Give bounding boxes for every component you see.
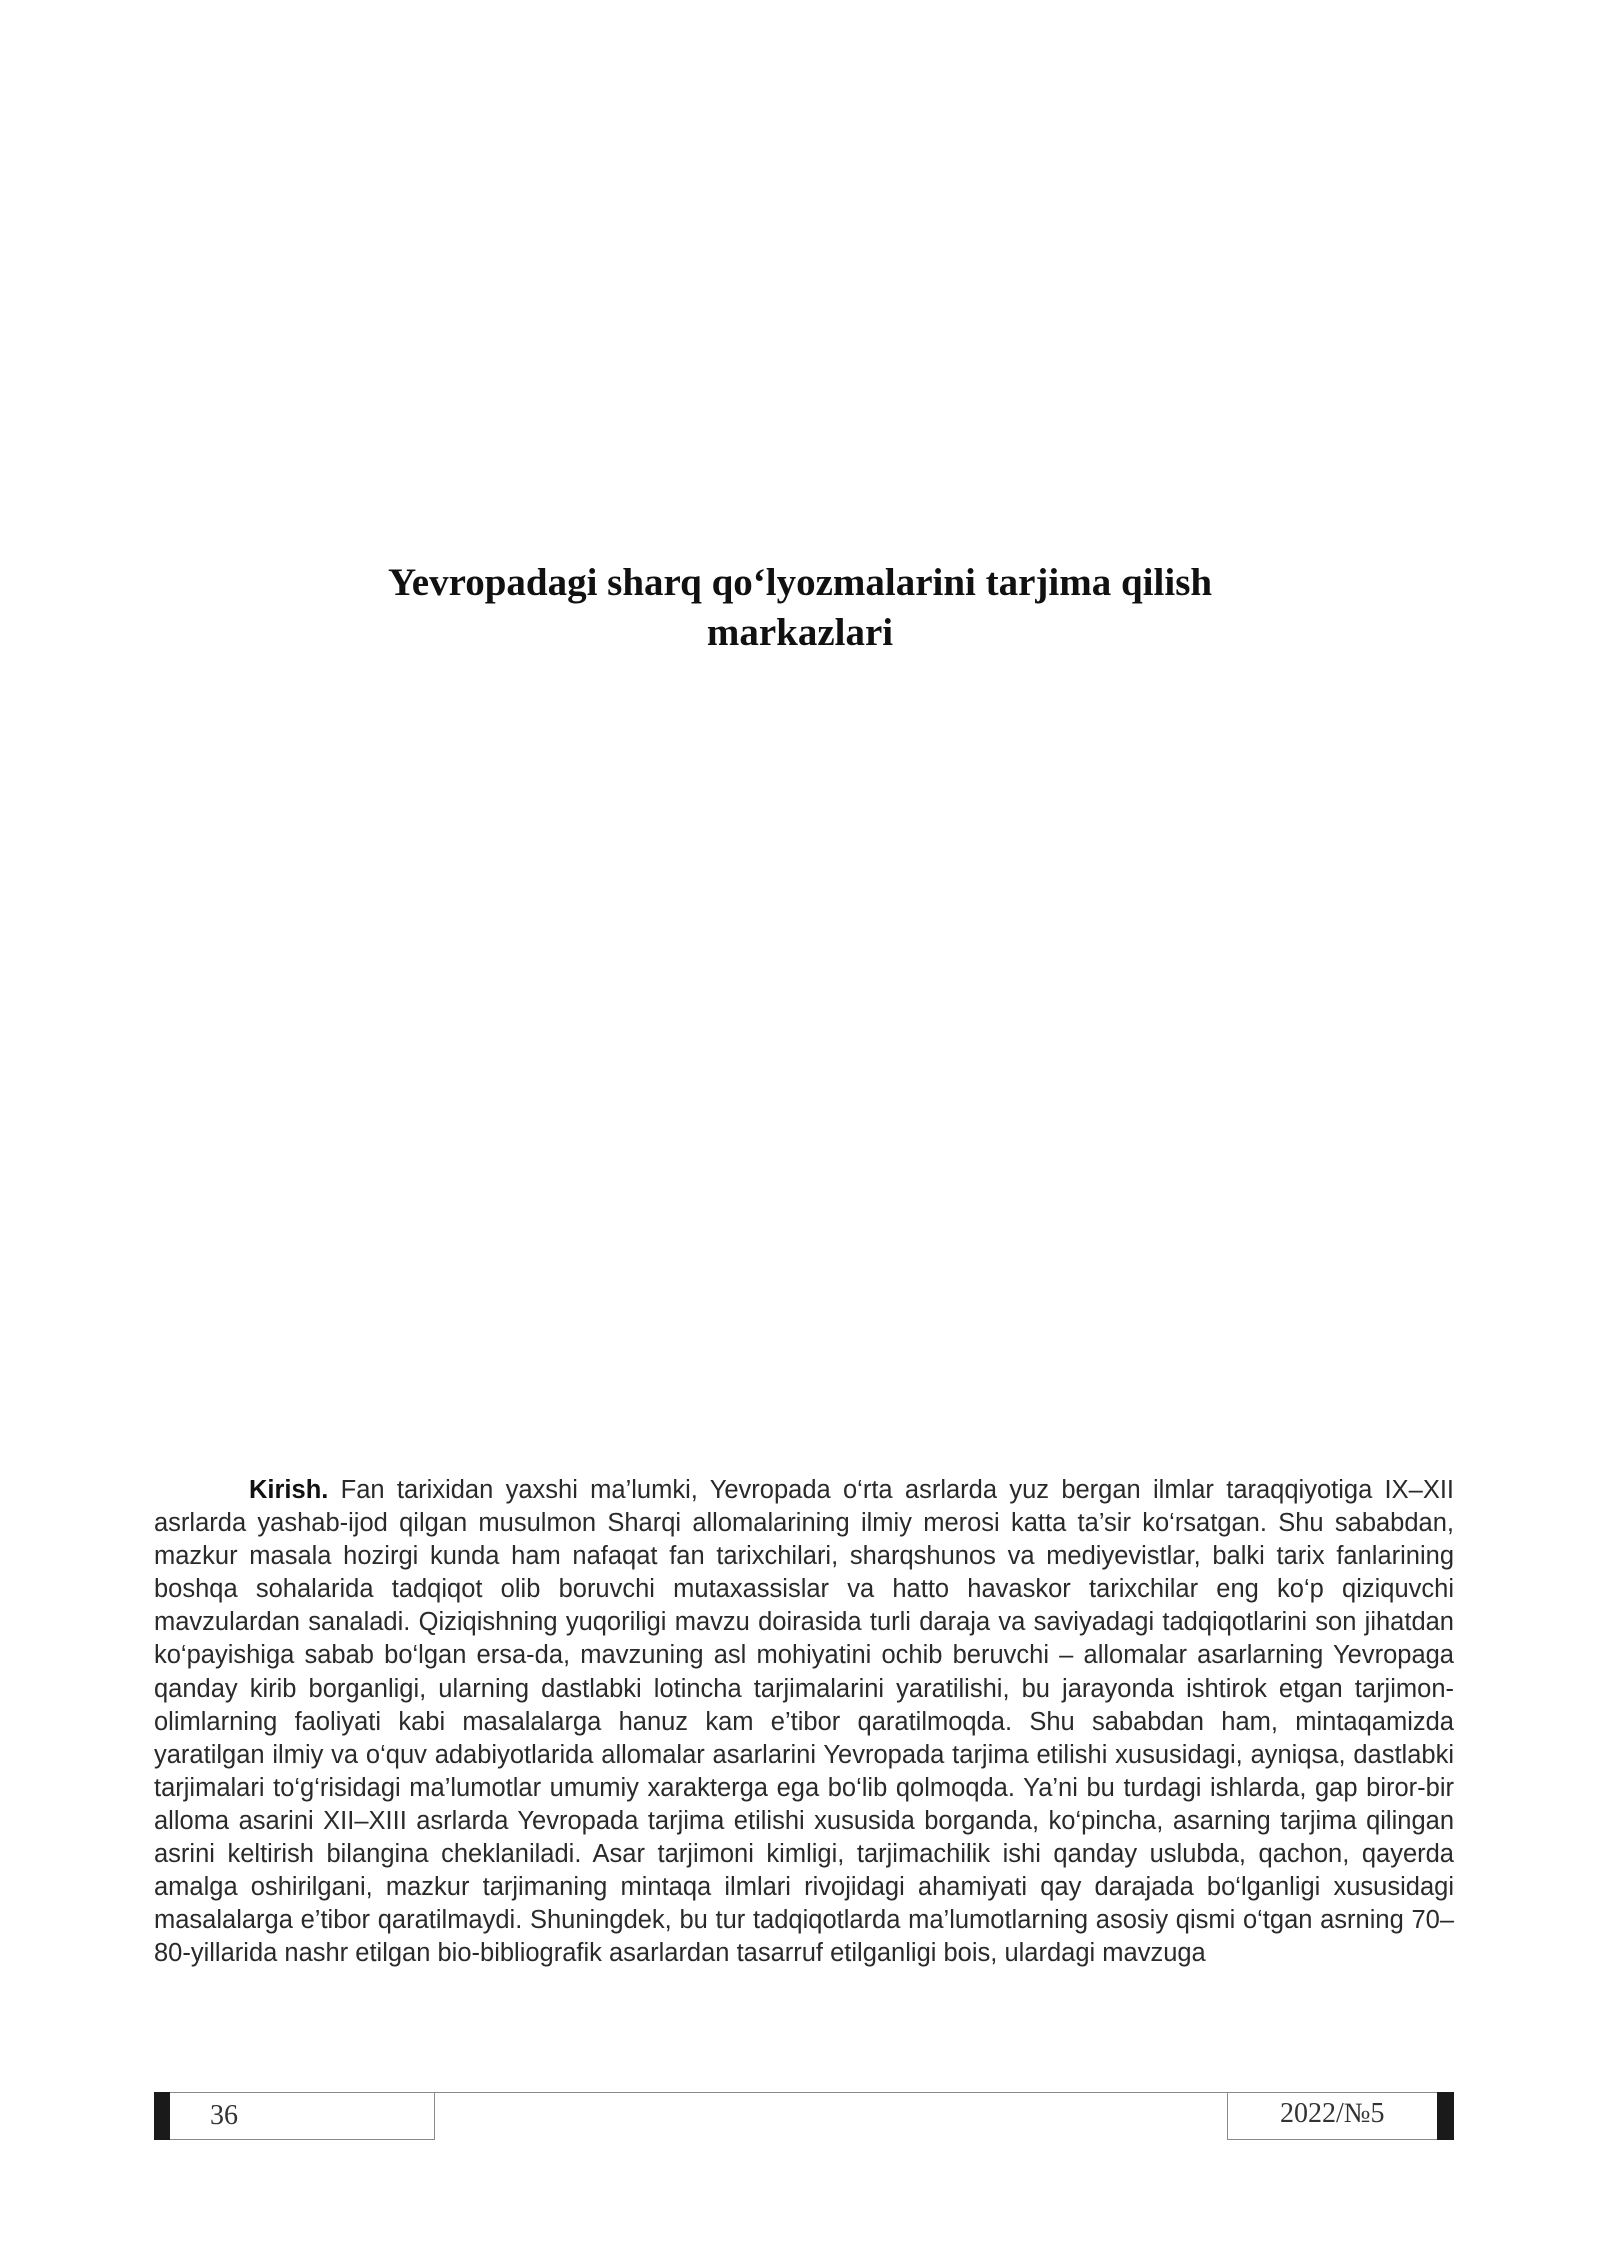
intro-label: Kirish. (249, 1476, 329, 1504)
footer-right-bar (1437, 2092, 1454, 2140)
article-title (250, 558, 1350, 658)
footer-left-bar (154, 2092, 170, 2140)
intro-paragraph (154, 1474, 1454, 1970)
page-footer (154, 2092, 1454, 2140)
page-number: 36 (210, 2100, 238, 2131)
issue-number: 2022/№5 (1280, 2098, 1385, 2129)
article-title-line-2: markazlari (706, 611, 894, 654)
article-title-line-1: Yevropadagi sharq qo‘lyozmalarini tarjima qilish (387, 561, 1213, 604)
intro-text: Fan tarixidan yaxshi ma’lumki, Yevropada o‘rta asrlarda yuz bergan ilmlar taraqqiyotiga IX–XII asrlarda yashab-ijod qilgan musulmon Sharqi allomalarining ilmiy merosi katta ta’sir ko‘rsatgan. Shu sababdan, mazkur masala hozirgi kunda ham nafaqat fan tarixchilari, sharqshunos va mediyevistlar, balki tarix fanlarining boshqa sohalarida tadqiqot olib boruvchi mutaxassislar va hatto havaskor tarixchilar eng ko‘p qiziquvchi mavzulardan sanaladi. Qiziqishning yuqoriligi mavzu doirasida turli daraja va saviyadagi tadqiqotlarini son jihatdan ko‘payishiga sabab bo‘lgan ersa-da, mavzuning asl mohiyatini ochib beruvchi – allomalar asarlarning Yevropaga qanday kirib borganligi, ularning dastlabki lotincha tarjimalarini yaratilishi, bu jarayonda ishtirok etgan tarjimon-olimlarning faoliyati kabi masalalarga hanuz kam e’tibor qaratilmoqda. Shu sababdan ham, mintaqamizda yaratilgan ilmiy va o‘quv adabiyotlarida allomalar asarlarini Yevropada tarjima etilishi xususidagi, ayniqsa, dastlabki tarjimalari to‘g‘risidagi ma’lumotlar umumiy xarakterga ega bo‘lib qolmoqda. Ya’ni bu turdagi ishlarda, gap biror-bir alloma asarini XII–XIII asrlarda Yevropada tarjima etilishi xususida borganda, ko‘pincha, asarning tarjima qilingan asrini keltirish bilangina cheklaniladi. Asar tarjimoni kimligi, tarjimachilik ishi qanday uslubda, qachon, qayerda amalga oshirilgani, mazkur tarjimaning mintaqa ilmlari rivojidagi ahamiyati qay darajada bo‘lganligi xususidagi masalalarga e’tibor qaratilmaydi. Shuningdek, bu tur tadqiqotlarda ma’lumotlarning asosiy qismi o‘tgan asrning 70–80-yillarida nashr etilgan bio-bibliografik asarlardan tasarruf etilganligi bois, ulardagi mavzuga (154, 1476, 1454, 1968)
